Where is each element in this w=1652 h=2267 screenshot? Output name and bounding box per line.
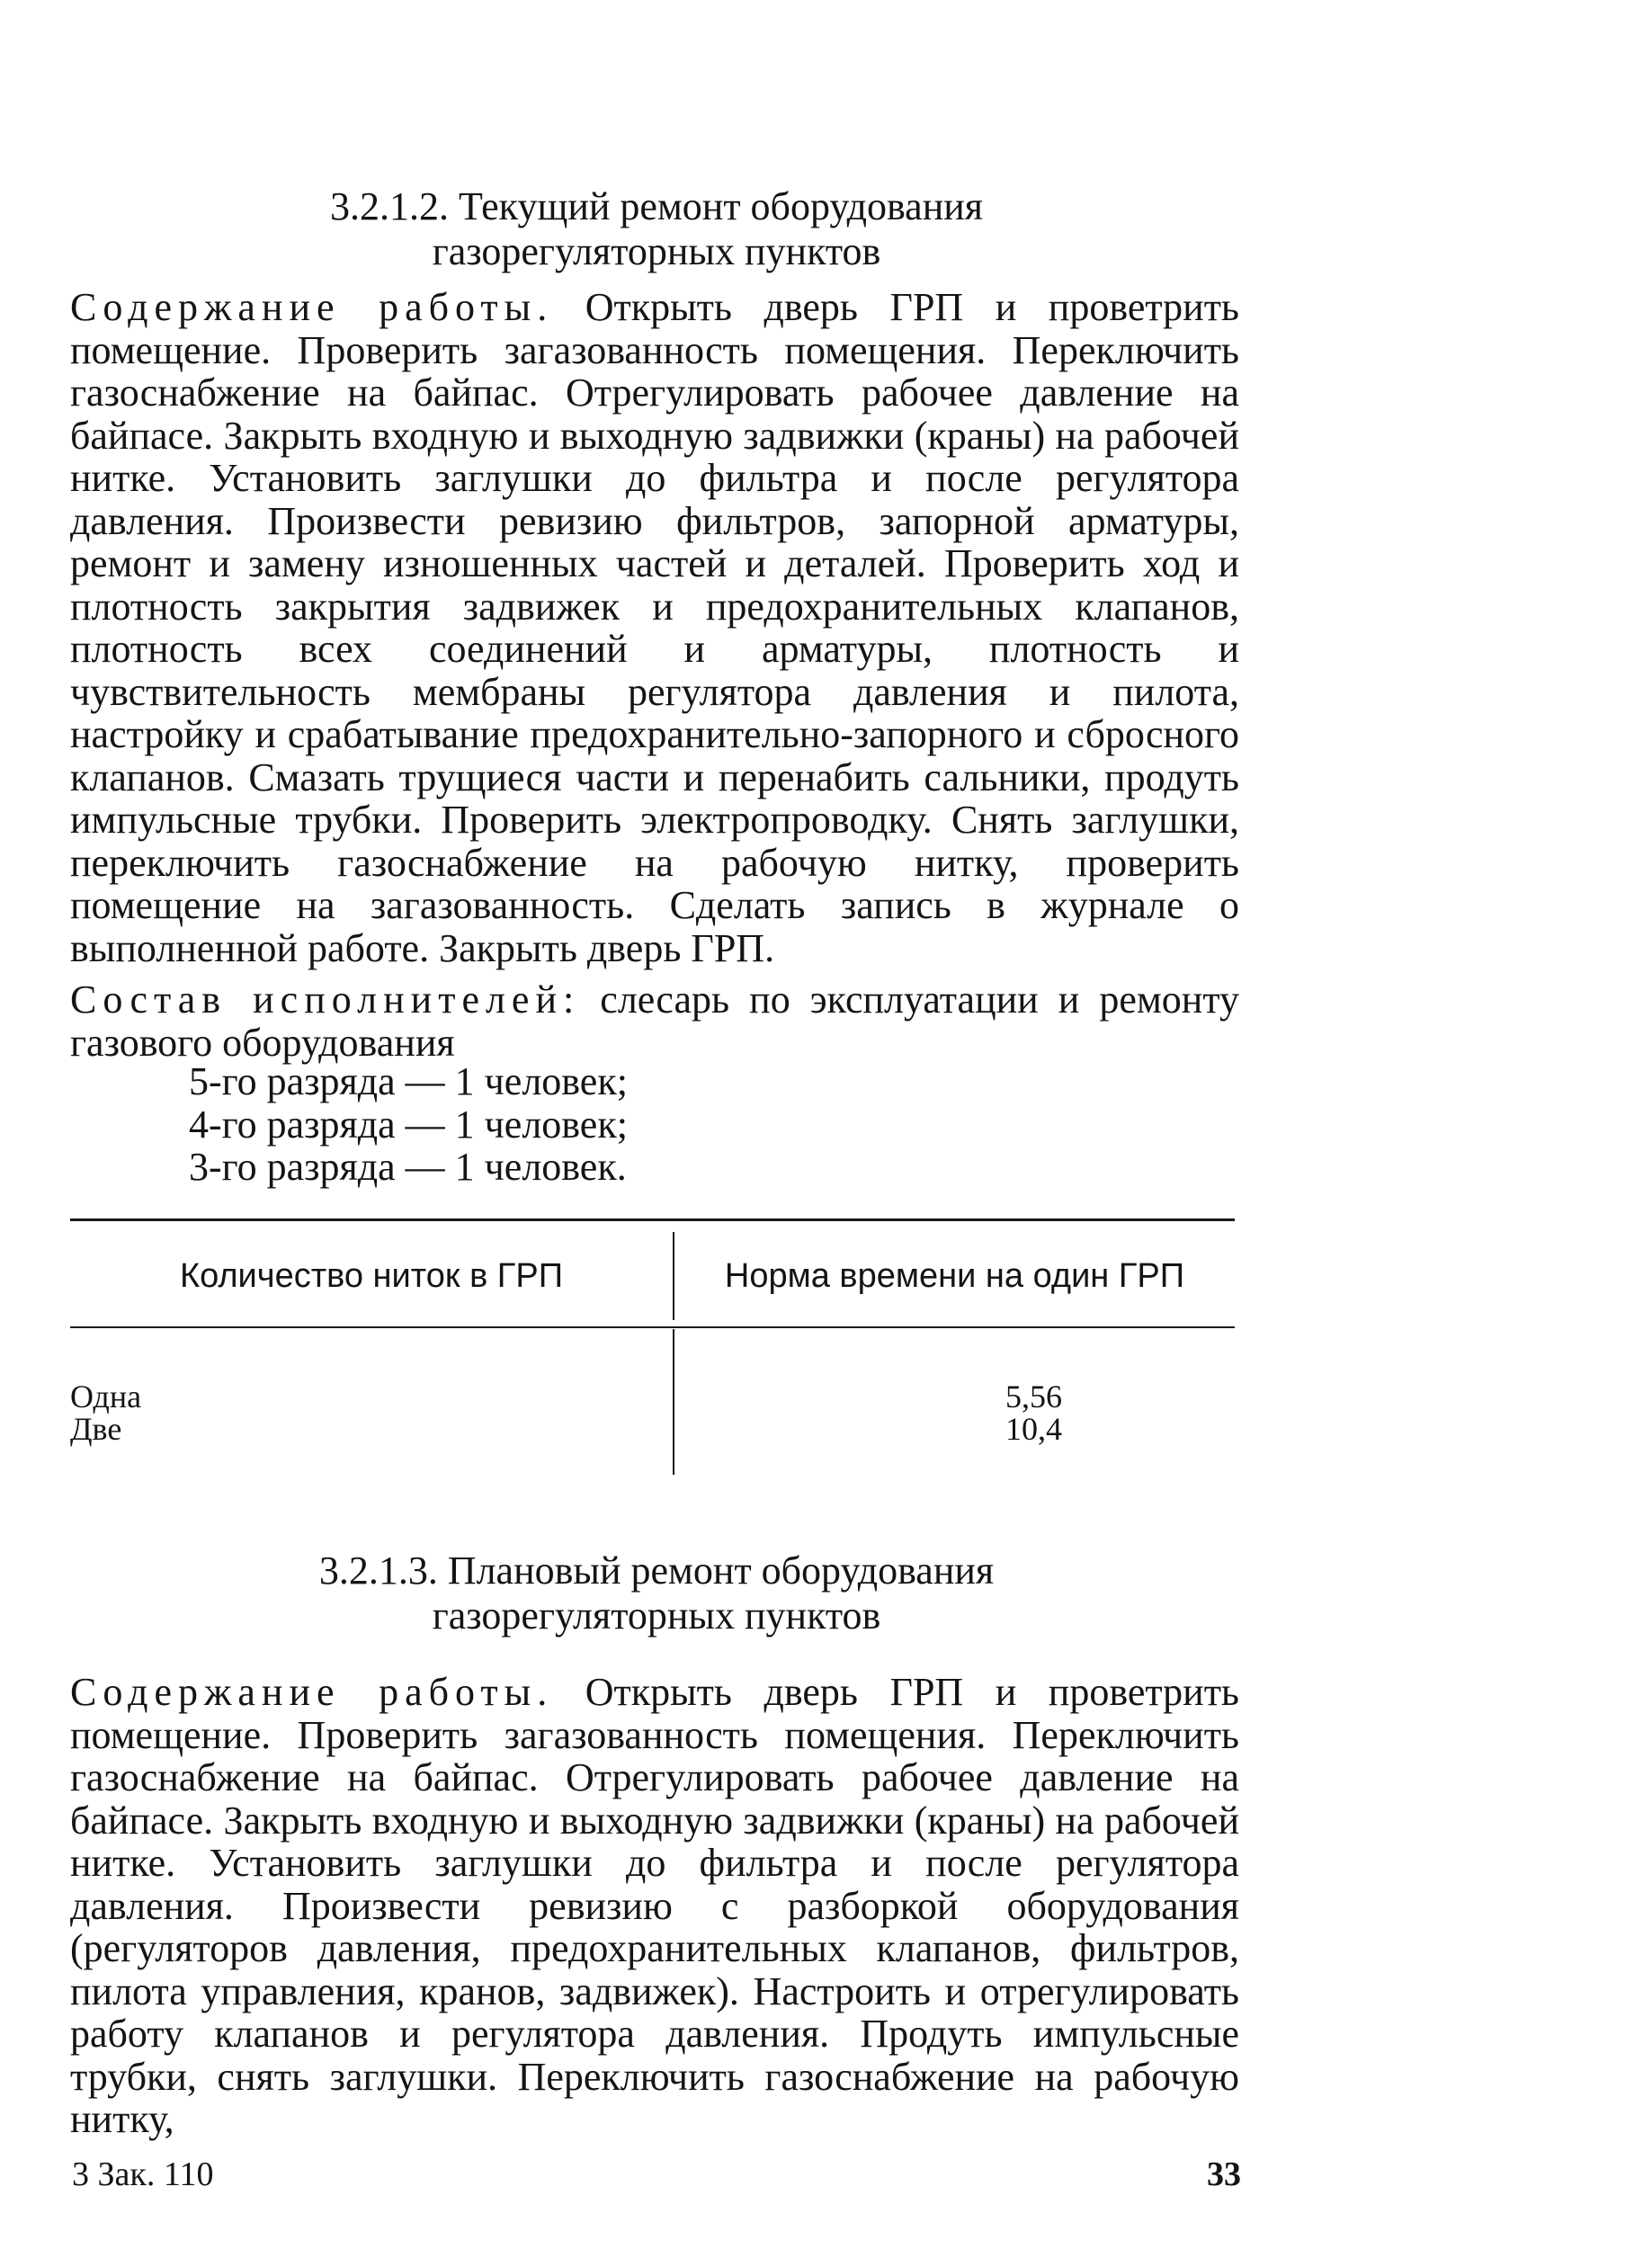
performers-text: слесарь по эксплуатации и ремонту газового оборудования bbox=[70, 977, 1239, 1065]
grades-list bbox=[189, 1060, 628, 1189]
section-heading-1 bbox=[0, 184, 1313, 274]
grade-item: 5-го разряда — 1 человек; bbox=[189, 1059, 628, 1103]
work-content-paragraph-2 bbox=[70, 1671, 1239, 2141]
section-heading-2-line-1: 3.2.1.3. Плановый ремонт оборудования bbox=[318, 1549, 995, 1593]
section-heading-1-line-2: газорегуляторных пунктов bbox=[432, 229, 881, 273]
table-row-label: Одна bbox=[70, 1379, 142, 1415]
table-row-value: 10,4 bbox=[1005, 1411, 1062, 1447]
performers-label: Состав исполнителей: bbox=[70, 977, 581, 1022]
section-heading-2 bbox=[0, 1549, 1313, 1638]
print-order-note: 3 Зак. 110 bbox=[72, 2155, 214, 2193]
table-top-rule bbox=[70, 1218, 1235, 1221]
grade-item: 4-го разряда — 1 человек; bbox=[189, 1102, 628, 1147]
table-row-label: Две bbox=[70, 1411, 122, 1447]
table-header-time-norm: Норма времени на один ГРП bbox=[724, 1257, 1185, 1295]
work-content-paragraph-1 bbox=[70, 286, 1239, 969]
table-header-rule bbox=[70, 1326, 1235, 1328]
grade-item: 3-го разряда — 1 человек. bbox=[189, 1145, 627, 1189]
work-content-text-1: Открыть дверь ГРП и проветрить помещение. Проверить загазованность помещения. Переключить газоснабжение на байпас. Отрегулировать рабочее давление на байпасе. Закрыть входную и выходную задвижки (краны) на рабочей нитке. Установить заглушки до фильтра и после регулятора давления. Произвести ревизию фильтров, запорной арматуры, ремонт и замену изношенных частей и деталей. Проверить ход и плотность закрытия задвижек и предохранительных клапанов, плотность всех соединений и арматуры, плотность и чувствительность мембраны регулятора давления и пилота, настройку и срабатывание предохранительно-запорного и сбросного клапанов. Смазать трущиеся части и перенабить сальники, продуть импульсные трубки. Проверить электропроводку. Снять заглушки, переключить газоснабжение на рабочую нитку, проверить помещение на загазованность. Сделать запись в журнале о выполненной работе. Закрыть дверь ГРП. bbox=[70, 285, 1239, 970]
work-content-label-1: Содержание работы. bbox=[70, 285, 554, 329]
table-body-divider bbox=[673, 1329, 674, 1475]
page-number: 33 bbox=[1207, 2155, 1241, 2193]
table-row-value: 5,56 bbox=[1005, 1379, 1062, 1415]
work-content-text-2: Открыть дверь ГРП и проветрить помещение. Проверить загазованность помещения. Переключить газоснабжение на байпас. Отрегулировать рабочее давление на байпасе. Закрыть входную и выходную задвижки (краны) на рабочей нитке. Установить заглушки до фильтра и после регулятора давления. Произвести ревизию с разборкой оборудования (регуляторов давления, предохранительных клапанов, фильтров, пилота управления, кранов, задвижек). Настроить и отрегулировать работу клапанов и регулятора давления. Продуть импульсные трубки, снять заглушки. Переключить газоснабжение на рабочую нитку, bbox=[70, 1670, 1239, 2141]
section-heading-2-line-2: газорегуляторных пунктов bbox=[432, 1593, 881, 1638]
section-heading-1-line-1: 3.2.1.2. Текущий ремонт оборудования bbox=[329, 184, 984, 228]
performers-paragraph bbox=[70, 978, 1239, 1064]
table-header-threads: Количество ниток в ГРП bbox=[179, 1257, 564, 1295]
work-content-label-2: Содержание работы. bbox=[70, 1670, 554, 1714]
